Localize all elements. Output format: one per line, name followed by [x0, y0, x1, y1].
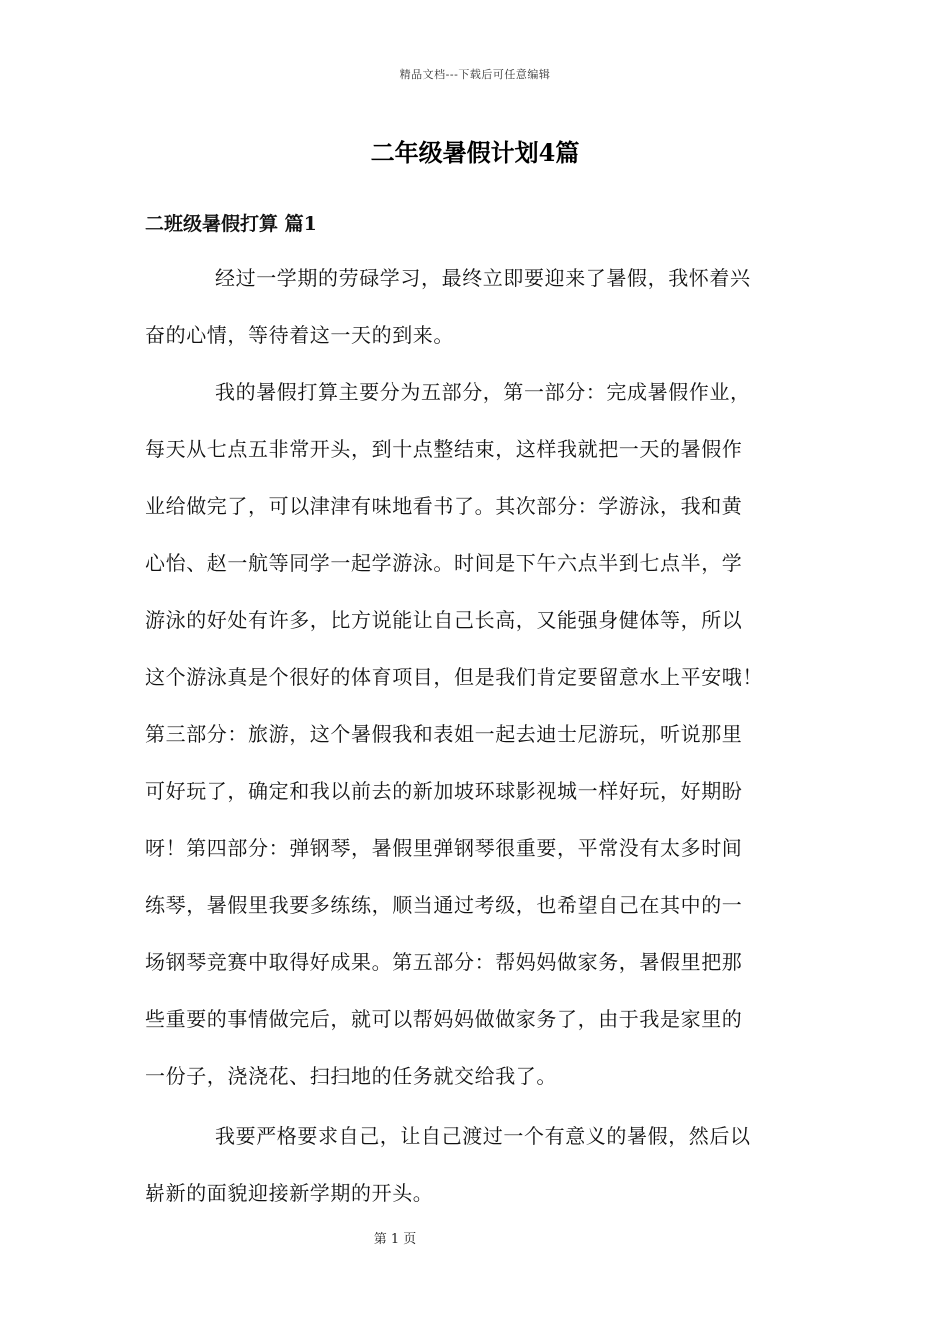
paragraph-line: 一份子，浇浇花、扫扫地的任务就交给我了。	[145, 1064, 557, 1088]
paragraph-line: 我的暑假打算主要分为五部分，第一部分：完成暑假作业，	[215, 380, 751, 404]
paragraph-line: 奋的心情，等待着这一天的到来。	[145, 323, 454, 347]
section-heading: 二班级暑假打算 篇1	[145, 213, 317, 235]
paragraph-line: 这个游泳真是个很好的体育项目，但是我们肯定要留意水上平安哦！	[145, 665, 763, 689]
paragraph-3	[145, 1108, 805, 1222]
paragraph-line: 游泳的好处有许多，比方说能让自己长高，又能强身健体等，所以	[145, 608, 743, 632]
paragraph-1	[145, 250, 805, 364]
paragraph-line: 可好玩了，确定和我以前去的新加坡环球影视城一样好玩，好期盼	[145, 779, 743, 803]
paragraph-line: 每天从七点五非常开头，到十点整结束，这样我就把一天的暑假作	[145, 437, 743, 461]
page-number: 第 1 页	[373, 1232, 417, 1247]
paragraph-line: 经过一学期的劳碌学习，最终立即要迎来了暑假，我怀着兴	[215, 266, 751, 290]
paragraph-line: 心怡、赵一航等同学一起学游泳。时间是下午六点半到七点半，学	[145, 551, 743, 575]
paragraph-line: 场钢琴竞赛中取得好成果。第五部分：帮妈妈做家务，暑假里把那	[145, 950, 743, 974]
paragraph-line: 些重要的事情做完后，就可以帮妈妈做做家务了，由于我是家里的	[145, 1007, 743, 1031]
paragraph-line: 第三部分：旅游，这个暑假我和表姐一起去迪士尼游玩，听说那里	[145, 722, 743, 746]
paragraph-line: 练琴，暑假里我要多练练，顺当通过考级，也希望自己在其中的一	[145, 893, 743, 917]
paragraph-line: 业给做完了，可以津津有味地看书了。其次部分：学游泳，我和黄	[145, 494, 743, 518]
paragraph-2	[145, 364, 805, 1105]
paragraph-line: 呀！第四部分：弹钢琴，暑假里弹钢琴很重要，平常没有太多时间	[145, 836, 743, 860]
paragraph-line: 我要严格要求自己，让自己渡过一个有意义的暑假，然后以	[215, 1124, 751, 1148]
document-title: 二年级暑假计划4篇	[370, 138, 580, 167]
paragraph-line: 崭新的面貌迎接新学期的开头。	[145, 1181, 434, 1205]
header-note: 精品文档---下载后可任意编辑	[399, 68, 551, 81]
